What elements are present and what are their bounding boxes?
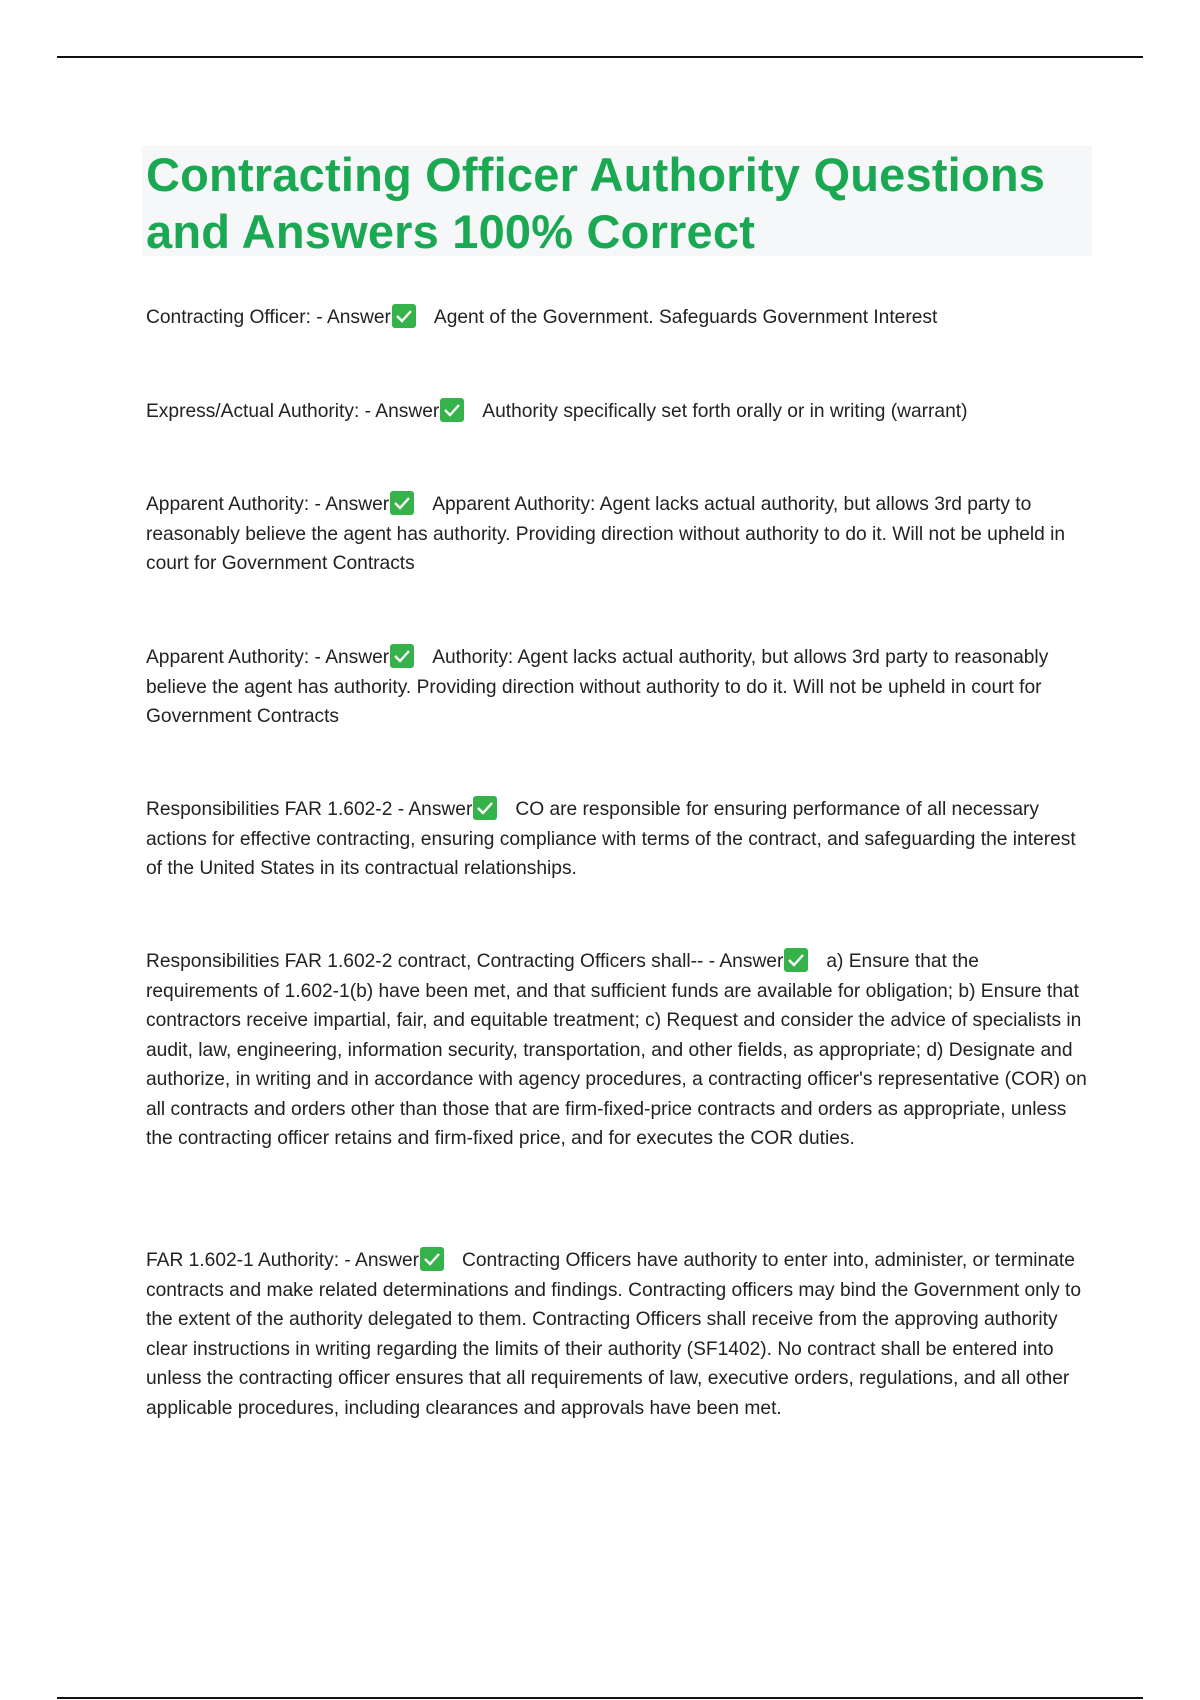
question-text: FAR 1.602-1 Authority: -: [146, 1250, 356, 1271]
answer-text: CO are responsible for ensuring performance of all necessary actions for effective contracting, ensuring compliance with terms of the contract, and safeguarding the interest of the United States in its contractual relationships.: [146, 799, 1076, 879]
answer-marker: Answer: [325, 647, 390, 668]
check-mark-icon: [420, 1247, 444, 1271]
bottom-rule: [57, 1697, 1143, 1699]
check-mark-icon: [390, 644, 414, 668]
check-mark-icon: [392, 304, 416, 328]
answer-text: Authority: Agent lacks actual authority, but allows 3rd party to reasonably believe the agent has authority. Providing direction without authority to do it. Will not be upheld in court for Government Contracts: [146, 647, 1049, 727]
check-mark-icon: [440, 398, 464, 422]
answer-marker: Answer: [325, 494, 390, 515]
title-banner: [142, 146, 1092, 256]
question-text: Responsibilities FAR 1.602-2 -: [146, 799, 409, 820]
question-text: Apparent Authority: -: [146, 494, 326, 515]
document-title: Contracting Officer Authority Questions and Answers 100% Correct: [146, 148, 1046, 258]
qa-item: [146, 643, 1091, 732]
question-text: Responsibilities FAR 1.602-2 contract, Contracting Officers shall-- -: [146, 951, 720, 972]
qa-item: [146, 490, 1091, 579]
answer-text: Contracting Officers have authority to enter into, administer, or terminate contracts and make related determinations and findings. Contracting officers may bind the Government only to the extent of the authority delegated to them. Contracting Officers shall receive from the approving authority clear instructions in writing regarding the limits of their authority (SF1402). No contract shall be entered into unless the contracting officer ensures that all requirements of law, executive orders, regulations, and all other applicable procedures, including clearances and approvals have been met.: [146, 1250, 1082, 1419]
qa-item: [146, 947, 1091, 1154]
answer-marker: Answer: [719, 951, 784, 972]
question-text: Express/Actual Authority: -: [146, 401, 376, 422]
qa-item: [146, 303, 937, 333]
answer-marker: Answer: [375, 401, 440, 422]
answer-text: Agent of the Government. Safeguards Government Interest: [433, 307, 938, 328]
answer-marker: Answer: [408, 799, 473, 820]
question-text: Contracting Officer: -: [146, 307, 327, 328]
qa-item: [146, 795, 1091, 884]
question-text: Apparent Authority: -: [146, 647, 326, 668]
check-mark-icon: [390, 491, 414, 515]
qa-item: [146, 1246, 1091, 1423]
answer-text: a) Ensure that the requirements of 1.602-1(b) have been met, and that sufficient funds are available for obligation; b) Ensure that contractors receive impartial, fair, and equitable treatment; c) Request and consider the advice of specialists in audit, law, engineering, information security, transportation, and other fields, as appropriate; d) Designate and authorize, in writing and in accordance with agency procedures, a contracting officer's representative (COR) on all contracts and orders other than those that are firm-fixed-price contracts and orders as appropriate, unless the contracting officer retains and firm-fixed price, and for executes the COR duties.: [146, 951, 1087, 1149]
check-mark-icon: [473, 796, 497, 820]
answer-marker: Answer: [326, 307, 391, 328]
top-rule: [57, 56, 1143, 58]
answer-text: Authority specifically set forth orally or in writing (warrant): [482, 401, 968, 422]
answer-marker: Answer: [355, 1250, 420, 1271]
answer-text: Apparent Authority: Agent lacks actual authority, but allows 3rd party to reasonably believe the agent has authority. Providing direction without authority to do it. Will not be upheld in court for Government Contracts: [146, 494, 1066, 574]
qa-item: [146, 397, 967, 427]
check-mark-icon: [784, 948, 808, 972]
